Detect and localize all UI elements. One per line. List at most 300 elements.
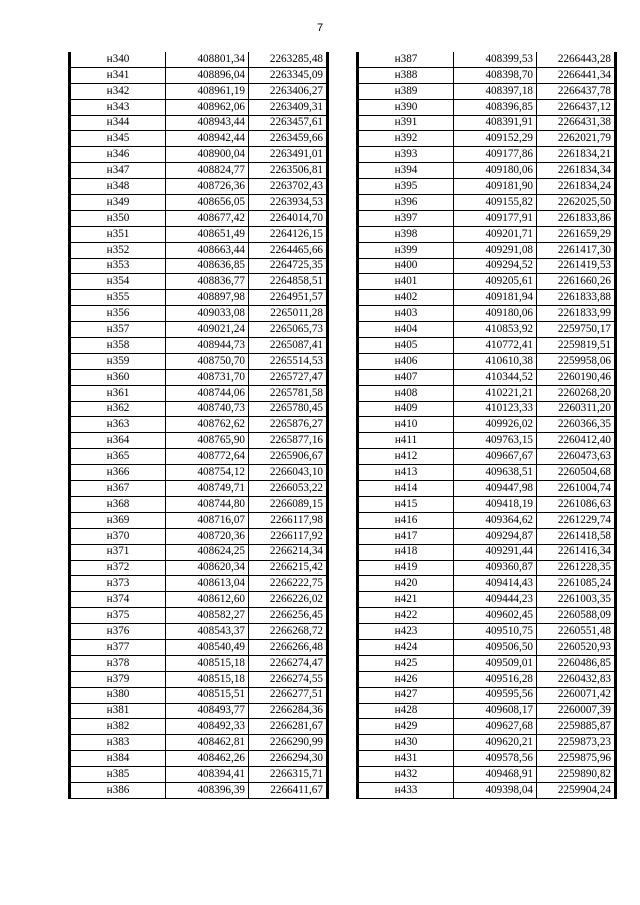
x-coordinate-cell: 408744,06 [166,385,249,401]
x-coordinate-cell: 408726,36 [166,179,249,195]
point-id-cell: н409 [358,401,454,417]
y-coordinate-cell: 2265514,53 [249,353,328,369]
table-row [358,195,616,211]
table-row [70,67,328,83]
y-coordinate-cell: 2261229,74 [537,512,616,528]
point-id-cell: н412 [358,449,454,465]
x-coordinate-cell: 408396,85 [454,99,537,115]
y-coordinate-cell: 2266437,78 [537,83,616,99]
point-id-cell: н371 [70,544,166,560]
table-row [70,608,328,624]
point-id-cell: н342 [70,83,166,99]
y-coordinate-cell: 2266437,12 [537,99,616,115]
point-id-cell: н361 [70,385,166,401]
x-coordinate-cell: 408462,81 [166,735,249,751]
table-row [70,481,328,497]
y-coordinate-cell: 2260432,83 [537,671,616,687]
point-id-cell: н365 [70,449,166,465]
table-row [70,639,328,655]
x-coordinate-cell: 409414,43 [454,576,537,592]
x-coordinate-cell: 409205,61 [454,274,537,290]
table-row [70,703,328,719]
x-coordinate-cell: 409021,24 [166,322,249,338]
y-coordinate-cell: 2261086,63 [537,496,616,512]
x-coordinate-cell: 408896,04 [166,67,249,83]
table-row [358,544,616,560]
y-coordinate-cell: 2261418,58 [537,528,616,544]
y-coordinate-cell: 2261003,35 [537,592,616,608]
table-row [358,576,616,592]
table-row [358,735,616,751]
table-row [70,751,328,767]
y-coordinate-cell: 2259890,82 [537,767,616,783]
point-id-cell: н341 [70,67,166,83]
y-coordinate-cell: 2266043,10 [249,465,328,481]
coordinates-table-right [356,52,617,799]
y-coordinate-cell: 2261228,35 [537,560,616,576]
table-row [358,655,616,671]
y-coordinate-cell: 2266268,72 [249,624,328,640]
x-coordinate-cell: 409294,52 [454,258,537,274]
y-coordinate-cell: 2266294,30 [249,751,328,767]
x-coordinate-cell: 409291,44 [454,544,537,560]
y-coordinate-cell: 2261833,99 [537,306,616,322]
y-coordinate-cell: 2260551,48 [537,624,616,640]
x-coordinate-cell: 408624,25 [166,544,249,560]
point-id-cell: н391 [358,115,454,131]
point-id-cell: н363 [70,417,166,433]
table-row [358,465,616,481]
table-row [70,147,328,163]
point-id-cell: н360 [70,369,166,385]
table-row [70,671,328,687]
point-id-cell: н404 [358,322,454,338]
y-coordinate-cell: 2261417,30 [537,242,616,258]
y-coordinate-cell: 2261833,88 [537,290,616,306]
y-coordinate-cell: 2261659,29 [537,226,616,242]
point-id-cell: н372 [70,560,166,576]
point-id-cell: н417 [358,528,454,544]
x-coordinate-cell: 409177,86 [454,147,537,163]
x-coordinate-cell: 409398,04 [454,782,537,798]
point-id-cell: н382 [70,719,166,735]
y-coordinate-cell: 2260007,39 [537,703,616,719]
table-row [70,512,328,528]
x-coordinate-cell: 409926,02 [454,417,537,433]
y-coordinate-cell: 2259750,17 [537,322,616,338]
y-coordinate-cell: 2266117,98 [249,512,328,528]
y-coordinate-cell: 2266277,51 [249,687,328,703]
table-row [358,512,616,528]
point-id-cell: н418 [358,544,454,560]
x-coordinate-cell: 408462,26 [166,751,249,767]
point-id-cell: н400 [358,258,454,274]
point-id-cell: н390 [358,99,454,115]
point-id-cell: н352 [70,242,166,258]
table-row [358,481,616,497]
y-coordinate-cell: 2261419,53 [537,258,616,274]
table-row [358,226,616,242]
point-id-cell: н428 [358,703,454,719]
y-coordinate-cell: 2266226,02 [249,592,328,608]
x-coordinate-cell: 408749,71 [166,481,249,497]
y-coordinate-cell: 2263409,31 [249,99,328,115]
point-id-cell: н381 [70,703,166,719]
x-coordinate-cell: 408824,77 [166,163,249,179]
y-coordinate-cell: 2263285,48 [249,52,328,67]
point-id-cell: н410 [358,417,454,433]
x-coordinate-cell: 408677,42 [166,210,249,226]
x-coordinate-cell: 409294,87 [454,528,537,544]
x-coordinate-cell: 408944,73 [166,338,249,354]
table-row [358,528,616,544]
y-coordinate-cell: 2264014,70 [249,210,328,226]
table-row [70,544,328,560]
y-coordinate-cell: 2265781,58 [249,385,328,401]
x-coordinate-cell: 408620,34 [166,560,249,576]
x-coordinate-cell: 409444,23 [454,592,537,608]
y-coordinate-cell: 2260366,35 [537,417,616,433]
x-coordinate-cell: 409152,29 [454,131,537,147]
y-coordinate-cell: 2266274,55 [249,671,328,687]
point-id-cell: н399 [358,242,454,258]
y-coordinate-cell: 2260473,63 [537,449,616,465]
table-row [70,306,328,322]
table-row [70,592,328,608]
table-row [70,719,328,735]
y-coordinate-cell: 2266274,47 [249,655,328,671]
x-coordinate-cell: 408492,33 [166,719,249,735]
table-row [358,83,616,99]
point-id-cell: н389 [358,83,454,99]
table-row [358,353,616,369]
y-coordinate-cell: 2263406,27 [249,83,328,99]
x-coordinate-cell: 410853,92 [454,322,537,338]
table-row [70,385,328,401]
table-row [70,401,328,417]
y-coordinate-cell: 2263457,61 [249,115,328,131]
point-id-cell: н420 [358,576,454,592]
point-id-cell: н424 [358,639,454,655]
table-row [70,322,328,338]
y-coordinate-cell: 2260412,40 [537,433,616,449]
table-row [358,322,616,338]
point-id-cell: н394 [358,163,454,179]
y-coordinate-cell: 2266443,28 [537,52,616,67]
x-coordinate-cell: 408716,07 [166,512,249,528]
table-row [358,703,616,719]
y-coordinate-cell: 2266431,38 [537,115,616,131]
y-coordinate-cell: 2266222,75 [249,576,328,592]
y-coordinate-cell: 2260311,20 [537,401,616,417]
y-coordinate-cell: 2265906,67 [249,449,328,465]
y-coordinate-cell: 2266281,67 [249,719,328,735]
table-row [70,353,328,369]
y-coordinate-cell: 2266117,92 [249,528,328,544]
x-coordinate-cell: 408836,77 [166,274,249,290]
point-id-cell: н366 [70,465,166,481]
y-coordinate-cell: 2259875,96 [537,751,616,767]
y-coordinate-cell: 2265727,47 [249,369,328,385]
point-id-cell: н355 [70,290,166,306]
y-coordinate-cell: 2261085,24 [537,576,616,592]
x-coordinate-cell: 409602,45 [454,608,537,624]
x-coordinate-cell: 408515,51 [166,687,249,703]
x-coordinate-cell: 409291,08 [454,242,537,258]
x-coordinate-cell: 408543,37 [166,624,249,640]
y-coordinate-cell: 2265011,28 [249,306,328,322]
table-row [358,417,616,433]
y-coordinate-cell: 2266315,71 [249,767,328,783]
y-coordinate-cell: 2266290,99 [249,735,328,751]
y-coordinate-cell: 2259904,24 [537,782,616,798]
x-coordinate-cell: 409638,51 [454,465,537,481]
point-id-cell: н427 [358,687,454,703]
table-row [358,782,616,798]
y-coordinate-cell: 2260520,93 [537,639,616,655]
x-coordinate-cell: 408540,49 [166,639,249,655]
point-id-cell: н373 [70,576,166,592]
point-id-cell: н385 [70,767,166,783]
y-coordinate-cell: 2265780,45 [249,401,328,417]
x-coordinate-cell: 408801,34 [166,52,249,67]
point-id-cell: н353 [70,258,166,274]
table-row [358,338,616,354]
point-id-cell: н358 [70,338,166,354]
table-row [70,528,328,544]
y-coordinate-cell: 2263506,81 [249,163,328,179]
table-row [358,131,616,147]
point-id-cell: н386 [70,782,166,798]
x-coordinate-cell: 409578,56 [454,751,537,767]
x-coordinate-cell: 408651,49 [166,226,249,242]
y-coordinate-cell: 2266256,45 [249,608,328,624]
point-id-cell: н344 [70,115,166,131]
x-coordinate-cell: 408900,04 [166,147,249,163]
table-row [358,369,616,385]
table-row [358,608,616,624]
x-coordinate-cell: 408962,06 [166,99,249,115]
y-coordinate-cell: 2266411,67 [249,782,328,798]
table-row [70,338,328,354]
x-coordinate-cell: 409510,75 [454,624,537,640]
point-id-cell: н377 [70,639,166,655]
x-coordinate-cell: 409516,28 [454,671,537,687]
x-coordinate-cell: 410123,33 [454,401,537,417]
table-row [358,210,616,226]
point-id-cell: н429 [358,719,454,735]
table-row [358,592,616,608]
y-coordinate-cell: 2262025,50 [537,195,616,211]
x-coordinate-cell: 408772,64 [166,449,249,465]
x-coordinate-cell: 408612,60 [166,592,249,608]
point-id-cell: н414 [358,481,454,497]
x-coordinate-cell: 408731,70 [166,369,249,385]
point-id-cell: н380 [70,687,166,703]
x-coordinate-cell: 408943,44 [166,115,249,131]
point-id-cell: н387 [358,52,454,67]
table-row [70,115,328,131]
table-row [70,83,328,99]
x-coordinate-cell: 408720,36 [166,528,249,544]
x-coordinate-cell: 409468,91 [454,767,537,783]
point-id-cell: н383 [70,735,166,751]
y-coordinate-cell: 2259958,06 [537,353,616,369]
table-row [358,671,616,687]
table-row [358,179,616,195]
y-coordinate-cell: 2266089,15 [249,496,328,512]
table-row [70,226,328,242]
y-coordinate-cell: 2262021,79 [537,131,616,147]
x-coordinate-cell: 409627,68 [454,719,537,735]
y-coordinate-cell: 2264725,35 [249,258,328,274]
point-id-cell: н347 [70,163,166,179]
point-id-cell: н369 [70,512,166,528]
point-id-cell: н403 [358,306,454,322]
point-id-cell: н348 [70,179,166,195]
point-id-cell: н384 [70,751,166,767]
x-coordinate-cell: 409177,91 [454,210,537,226]
y-coordinate-cell: 2261834,24 [537,179,616,195]
point-id-cell: н422 [358,608,454,624]
y-coordinate-cell: 2260071,42 [537,687,616,703]
y-coordinate-cell: 2264465,66 [249,242,328,258]
x-coordinate-cell: 409418,19 [454,496,537,512]
table-row [358,147,616,163]
point-id-cell: н375 [70,608,166,624]
x-coordinate-cell: 408663,44 [166,242,249,258]
y-coordinate-cell: 2265065,73 [249,322,328,338]
y-coordinate-cell: 2265876,27 [249,417,328,433]
point-id-cell: н350 [70,210,166,226]
y-coordinate-cell: 2265877,16 [249,433,328,449]
x-coordinate-cell: 408493,77 [166,703,249,719]
point-id-cell: н423 [358,624,454,640]
point-id-cell: н405 [358,338,454,354]
table-row [358,99,616,115]
point-id-cell: н398 [358,226,454,242]
x-coordinate-cell: 408636,85 [166,258,249,274]
y-coordinate-cell: 2261834,34 [537,163,616,179]
table-row [358,433,616,449]
table-row [358,639,616,655]
point-id-cell: н406 [358,353,454,369]
point-id-cell: н378 [70,655,166,671]
y-coordinate-cell: 2261833,86 [537,210,616,226]
table-row [70,655,328,671]
point-id-cell: н368 [70,496,166,512]
point-id-cell: н374 [70,592,166,608]
x-coordinate-cell: 408391,91 [454,115,537,131]
x-coordinate-cell: 408942,44 [166,131,249,147]
y-coordinate-cell: 2259885,87 [537,719,616,735]
x-coordinate-cell: 409201,71 [454,226,537,242]
y-coordinate-cell: 2263491,01 [249,147,328,163]
table-row [358,449,616,465]
point-id-cell: н401 [358,274,454,290]
table-row [358,290,616,306]
table-row [358,687,616,703]
x-coordinate-cell: 409360,87 [454,560,537,576]
table-row [70,465,328,481]
table-row [70,290,328,306]
x-coordinate-cell: 409608,17 [454,703,537,719]
x-coordinate-cell: 408744,80 [166,496,249,512]
x-coordinate-cell: 409506,50 [454,639,537,655]
table-row [358,719,616,735]
x-coordinate-cell: 408762,62 [166,417,249,433]
table-row [70,163,328,179]
x-coordinate-cell: 409180,06 [454,306,537,322]
table-row [70,179,328,195]
page-number: 7 [316,22,324,34]
x-coordinate-cell: 408399,53 [454,52,537,67]
point-id-cell: н357 [70,322,166,338]
table-row [358,67,616,83]
table-row [358,751,616,767]
point-id-cell: н416 [358,512,454,528]
table-row [358,274,616,290]
x-coordinate-cell: 409180,06 [454,163,537,179]
point-id-cell: н415 [358,496,454,512]
y-coordinate-cell: 2261834,21 [537,147,616,163]
table-row [70,576,328,592]
y-coordinate-cell: 2264951,57 [249,290,328,306]
x-coordinate-cell: 408394,41 [166,767,249,783]
x-coordinate-cell: 408515,18 [166,671,249,687]
table-row [358,560,616,576]
x-coordinate-cell: 408656,05 [166,195,249,211]
table-row [358,385,616,401]
x-coordinate-cell: 408740,73 [166,401,249,417]
y-coordinate-cell: 2260588,09 [537,608,616,624]
x-coordinate-cell: 409595,56 [454,687,537,703]
x-coordinate-cell: 410610,38 [454,353,537,369]
x-coordinate-cell: 408897,98 [166,290,249,306]
table-row [70,687,328,703]
point-id-cell: н392 [358,131,454,147]
x-coordinate-cell: 408613,04 [166,576,249,592]
table-row [358,52,616,67]
y-coordinate-cell: 2266215,42 [249,560,328,576]
table-row [70,274,328,290]
y-coordinate-cell: 2259873,23 [537,735,616,751]
point-id-cell: н402 [358,290,454,306]
y-coordinate-cell: 2264126,15 [249,226,328,242]
point-id-cell: н340 [70,52,166,67]
table-row [70,624,328,640]
x-coordinate-cell: 410772,41 [454,338,537,354]
table-row [70,195,328,211]
y-coordinate-cell: 2264858,51 [249,274,328,290]
point-id-cell: н431 [358,751,454,767]
y-coordinate-cell: 2263345,09 [249,67,328,83]
point-id-cell: н411 [358,433,454,449]
x-coordinate-cell: 408398,70 [454,67,537,83]
point-id-cell: н349 [70,195,166,211]
x-coordinate-cell: 408515,18 [166,655,249,671]
point-id-cell: н379 [70,671,166,687]
point-id-cell: н426 [358,671,454,687]
point-id-cell: н430 [358,735,454,751]
point-id-cell: н367 [70,481,166,497]
point-id-cell: н376 [70,624,166,640]
y-coordinate-cell: 2263702,43 [249,179,328,195]
x-coordinate-cell: 409509,01 [454,655,537,671]
y-coordinate-cell: 2260190,46 [537,369,616,385]
point-id-cell: н388 [358,67,454,83]
y-coordinate-cell: 2260268,20 [537,385,616,401]
